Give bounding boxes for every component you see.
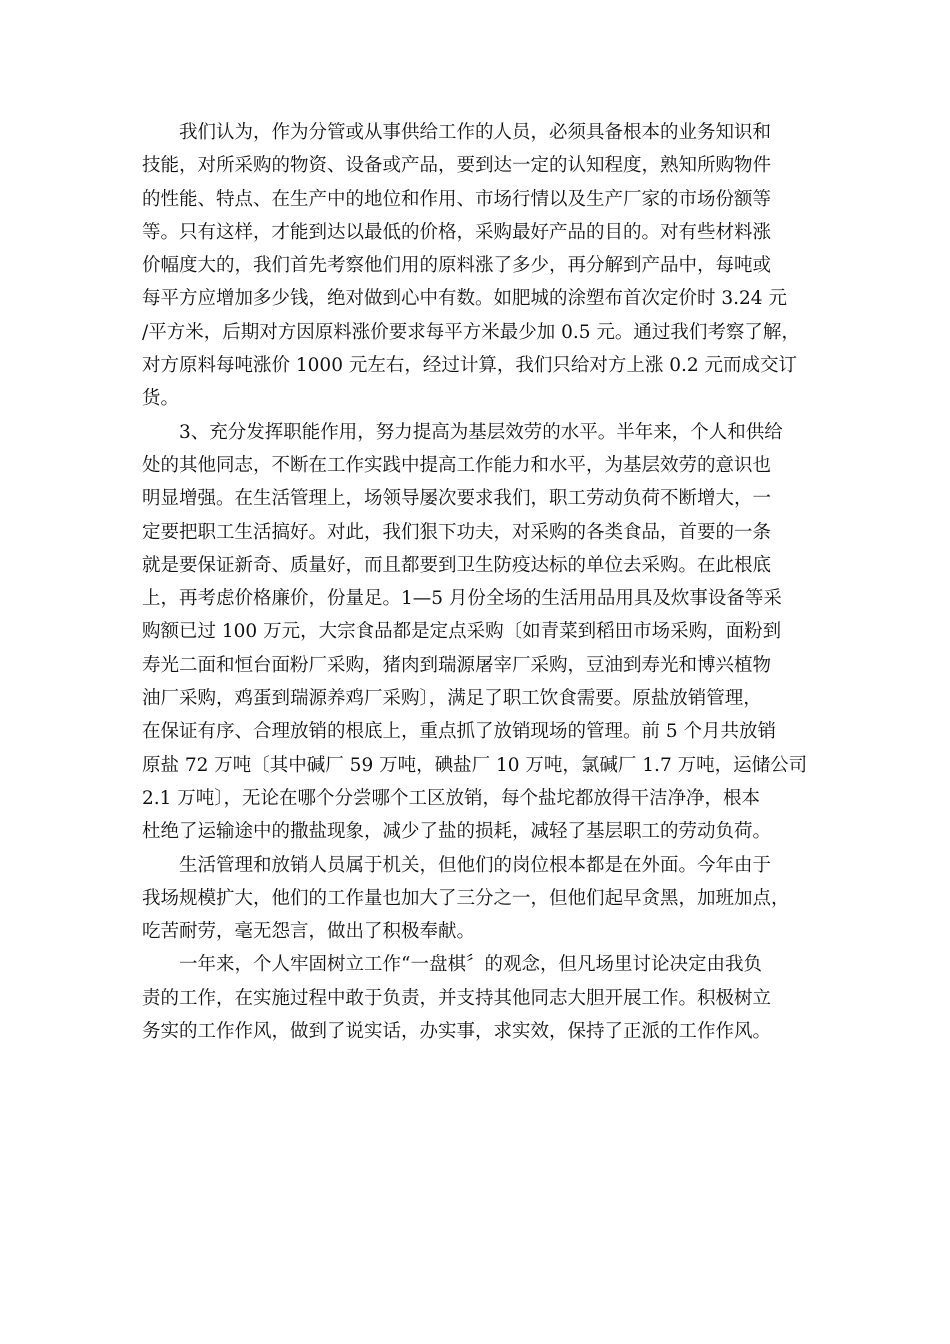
- text-line: 技能，对所采购的物资、设备或产品，要到达一定的认知程度，熟知所购物件: [142, 155, 772, 177]
- text-line: 一年来，个人牢固树立工作“一盘棋〞的观念，但凡场里讨论决定由我负: [179, 954, 762, 976]
- text-line: 我们认为，作为分管或从事供给工作的人员，必须具备根本的业务知识和: [179, 122, 772, 143]
- paragraph-procurement-knowledge: [142, 116, 808, 416]
- text-line: 责的工作，在实施过程中敢于负责，并支持其他同志大胆开展工作。积极树立: [142, 987, 772, 1009]
- text-line: /平方米，后期对方因原料涨价要求每平方米最少加 0.5 元。通过我们考察了解，: [142, 321, 800, 343]
- text-line: 的性能、特点、在生产中的地位和作用、市场行情以及生产厂家的市场份额等: [142, 188, 772, 210]
- text-line: 寿光二面和恒台面粉厂采购，猪肉到瑞源屠宰厂采购，豆油到寿光和博兴植物: [142, 654, 772, 676]
- paragraph-service-function: [142, 416, 808, 849]
- text-line: 油厂采购，鸡蛋到瑞源养鸡厂采购〕，满足了职工饮食需要。原盐放销管理，: [142, 688, 762, 710]
- text-line: 就是要保证新奇、质量好，而且都要到卫生防疫达标的单位去采购。在此根底: [142, 554, 772, 576]
- text-line: 对方原料每吨涨价 1000 元左右，经过计算，我们只给对方上涨 0.2 元而成交订: [142, 355, 798, 377]
- text-line: 明显增强。在生活管理上，场领导屡次要求我们，职工劳动负荷不断增大，一: [142, 488, 772, 510]
- text-line: 原盐 72 万吨〔其中碱厂 59 万吨，碘盐厂 10 万吨，氯碱厂 1.7 万吨，运储公司: [142, 754, 808, 776]
- text-line: 生活管理和放销人员属于机关，但他们的岗位根本都是在外面。今年由于: [179, 854, 772, 876]
- text-line: 每平方应增加多少钱，绝对做到心中有数。如肥城的涂塑布首次定价时 3.24 元: [142, 288, 787, 310]
- text-line: 我场规模扩大，他们的工作量也加大了三分之一，但他们起早贪黑，加班加点，: [142, 887, 790, 909]
- text-line: 货。: [142, 388, 180, 410]
- document-body: [142, 116, 808, 1048]
- text-line: 等。只有这样，才能到达以最低的价格，采购最好产品的目的。对有些材料涨: [142, 221, 772, 243]
- text-line: 处的其他同志，不断在工作实践中提高工作能力和水平，为基层效劳的意识也: [142, 454, 772, 476]
- text-line: 上，再考虑价格廉价，份量足。1—5 月份全场的生活用品用具及炊事设备等采: [142, 588, 782, 610]
- text-line: 价幅度大的，我们首先考察他们用的原料涨了多少，再分解到产品中，每吨或: [142, 255, 772, 277]
- text-line: 3、充分发挥职能作用，努力提高为基层效劳的水平。半年来，个人和供给: [179, 421, 783, 443]
- paragraph-staff-dedication: [142, 849, 808, 949]
- text-line: 在保证有序、合理放销的根底上，重点抓了放销现场的管理。前 5 个月共放销: [142, 721, 777, 743]
- text-line: 购额已过 100 万元，大宗食品都是定点采购〔如青菜到稻田市场采购，面粉到: [142, 621, 782, 643]
- text-line: 定要把职工生活搞好。对此，我们狠下功夫，对采购的各类食品，首要的一条: [142, 521, 772, 543]
- text-line: 杜绝了运输途中的撒盐现象，减少了盐的损耗，减轻了基层职工的劳动负荷。: [142, 821, 772, 843]
- text-line: 吃苦耐劳，毫无怨言，做出了积极奉献。: [142, 921, 476, 943]
- text-line: 2.1 万吨〕，无论在哪个分尝哪个工区放销，每个盐坨都放得干洁净净，根本: [142, 787, 761, 809]
- text-line: 务实的工作作风，做到了说实话，办实事，求实效，保持了正派的工作作风。: [142, 1021, 772, 1043]
- paragraph-work-style: [142, 948, 808, 1048]
